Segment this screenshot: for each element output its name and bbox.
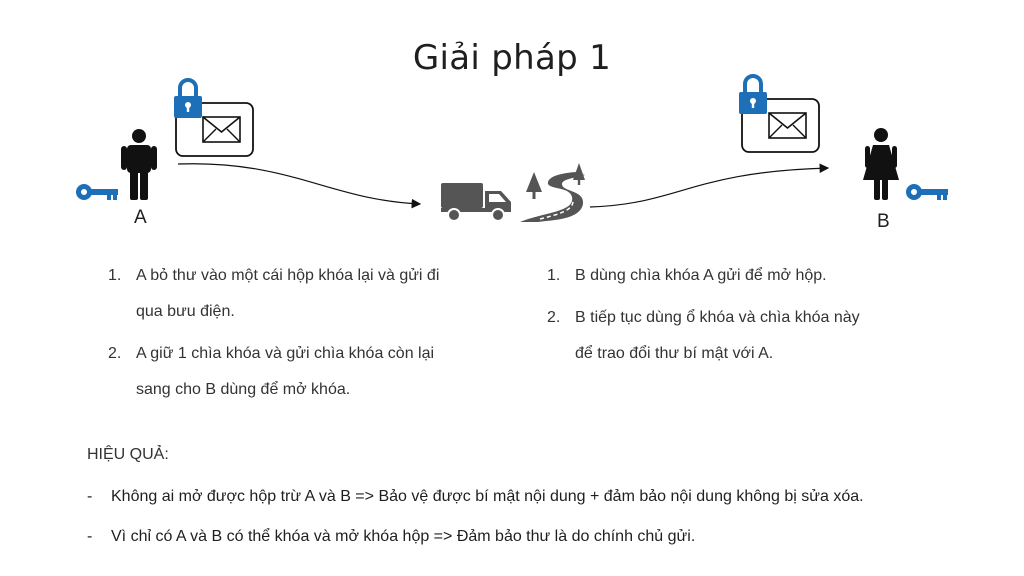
truck-icon [441,183,511,221]
step-text-line: để trao đổi thư bí mật với A. [575,345,774,362]
person-male-icon [121,129,157,200]
step-text-line: qua bưu điện. [136,303,235,320]
list-item [547,258,907,294]
slide-title: Giải pháp 1 [412,38,612,78]
step-number: 1. [547,267,561,284]
padlock-icon [739,76,767,114]
step-number: 1. [108,267,122,284]
step-text-line: B tiếp tục dùng ổ khóa và chìa khóa này [575,309,860,326]
list-item [87,528,987,550]
key-icon [76,184,118,200]
left-locked-box [174,80,253,156]
key-icon [906,184,948,200]
step-text-line: A bỏ thư vào một cái hộp khóa lại và gửi đi [136,267,440,284]
effects-heading: HIỆU QUẢ: [87,446,169,463]
person-female-icon [863,128,899,200]
list-item [108,336,488,408]
envelope-icon [203,117,240,142]
bullet-dash: - [87,488,93,505]
step-text-line: B dùng chìa khóa A gửi để mở hộp. [575,267,827,284]
list-item [547,300,907,372]
step-number: 2. [108,345,122,362]
envelope-icon [769,113,806,138]
right-steps-list [547,258,907,372]
step-text-line: sang cho B dùng để mở khóa. [136,381,351,398]
exchange-diagram [0,0,1024,250]
list-item [87,488,987,510]
tree-icon [526,172,542,199]
arrow-to-b [590,168,828,207]
right-locked-box [739,76,819,152]
padlock-icon [174,80,202,118]
effect-text: Vì chỉ có A và B có thể khóa và mở khóa hộp => Đảm bảo thư là do chính chủ gửi. [111,528,696,545]
step-text-line: A giữ 1 chìa khóa và gửi chìa khóa còn lại [136,345,435,362]
party-b-label: B [877,211,890,232]
step-number: 2. [547,309,561,326]
effect-text: Không ai mở được hộp trừ A và B => Bảo vệ được bí mật nội dung + đảm bảo nội dung không bị sửa xóa. [111,488,864,505]
left-steps-list [108,258,488,408]
arrow-to-transport [178,164,420,204]
list-item [108,258,488,330]
party-a-label: A [134,207,147,228]
bullet-dash: - [87,528,93,545]
